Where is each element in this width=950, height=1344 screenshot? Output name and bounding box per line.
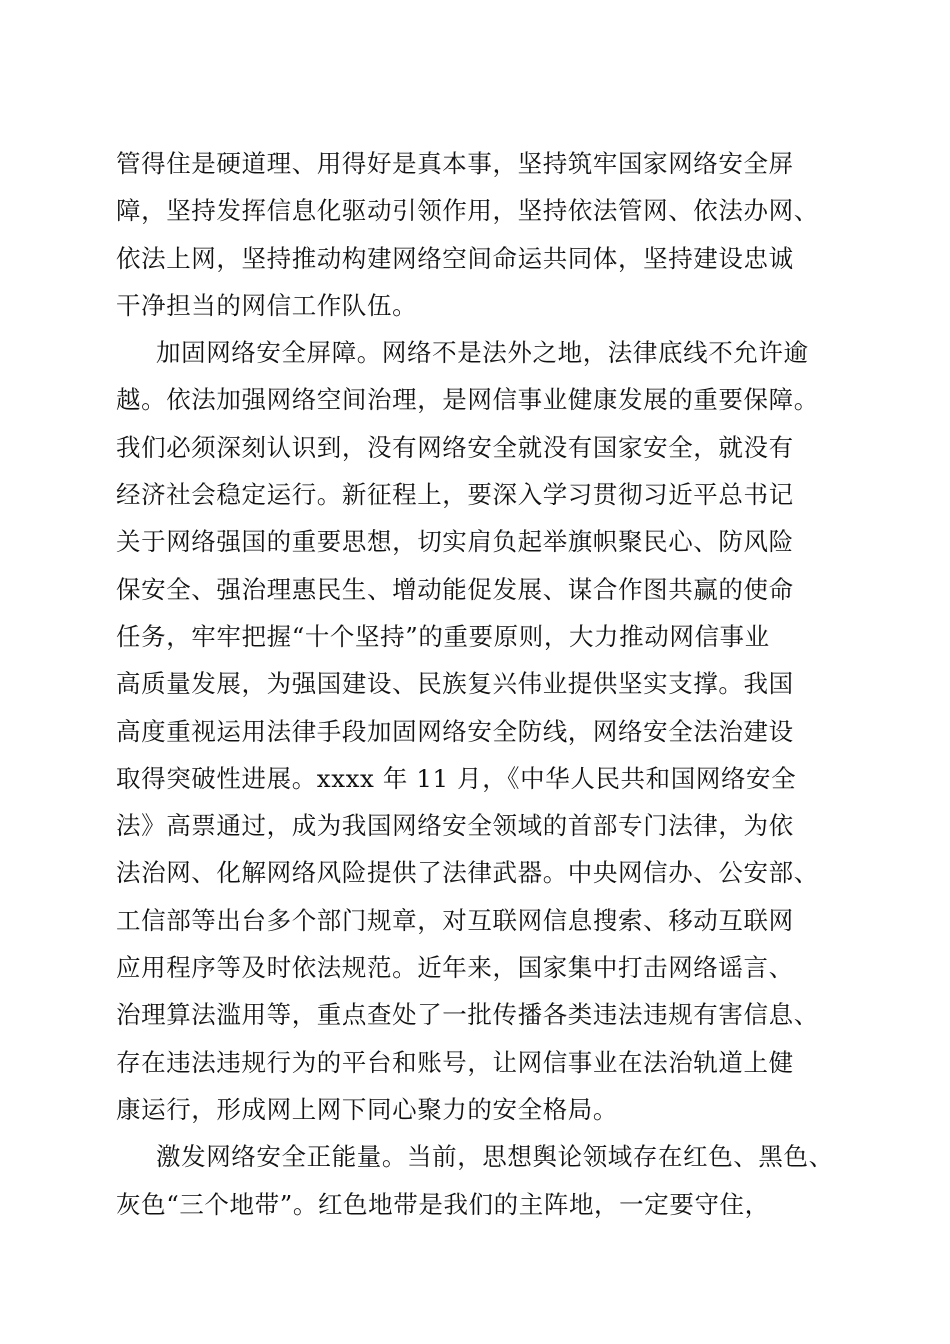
body-text [116, 140, 846, 1228]
text-line: 高质量发展，为强国建设、民族复兴伟业提供坚实支撑。我国 [116, 669, 794, 699]
paragraph-first-line: 激发网络安全正能量。当前，思想舆论领域存在红色、黑色、 [156, 1142, 834, 1172]
text-line: 存在违法违规行为的平台和账号，让网信事业在法治轨道上健 [116, 1047, 794, 1077]
text-line: 法》高票通过，成为我国网络安全领域的首部专门法律，为依 [116, 811, 794, 841]
text-line: 任务，牢牢把握“十个坚持”的重要原则，大力推动网信事业 [116, 621, 770, 651]
text-line: 康运行，形成网上网下同心聚力的安全格局。 [116, 1094, 618, 1124]
text-line: 保安全、强治理惠民生、增动能促发展、谋合作图共赢的使命 [116, 574, 794, 604]
text-line: 应用程序等及时依法规范。近年来，国家集中打击网络谣言、 [116, 953, 794, 983]
text-line: 干净担当的网信工作队伍。 [116, 290, 418, 320]
text-line: 我们必须深刻认识到，没有网络安全就没有国家安全，就没有 [116, 432, 794, 462]
text-line: 管得住是硬道理、用得好是真本事，坚持筑牢国家网络安全屏 [116, 149, 794, 178]
text-line: 越。依法加强网络空间治理，是网信事业健康发展的重要保障。 [116, 385, 819, 415]
text-line: 取得突破性进展。xxxx 年 11 月，《中华人民共和国网络安全 [116, 763, 797, 793]
text-line: 障，坚持发挥信息化驱动引领作用，坚持依法管网、依法办网、 [116, 196, 819, 226]
text-line: 工信部等出台多个部门规章，对互联网信息搜索、移动互联网 [116, 905, 794, 935]
text-line: 经济社会稳定运行。新征程上，要深入学习贯彻习近平总书记 [116, 480, 794, 510]
text-line: 高度重视运用法律手段加固网络安全防线，网络安全法治建设 [116, 716, 794, 746]
text-line: 法治网、化解网络风险提供了法律武器。中央网信办、公安部、 [116, 858, 819, 888]
text-line: 依法上网，坚持推动构建网络空间命运共同体，坚持建设忠诚 [116, 243, 794, 273]
text-line: 治理算法滥用等，重点查处了一批传播各类违法违规有害信息、 [116, 1000, 819, 1030]
text-line: 关于网络强国的重要思想，切实肩负起举旗帜聚民心、防风险 [116, 527, 794, 557]
text-line: 灰色“三个地带”。红色地带是我们的主阵地，一定要守住， [116, 1189, 770, 1219]
paragraph-first-line: 加固网络安全屏障。网络不是法外之地，法律底线不允许逾 [156, 338, 809, 368]
